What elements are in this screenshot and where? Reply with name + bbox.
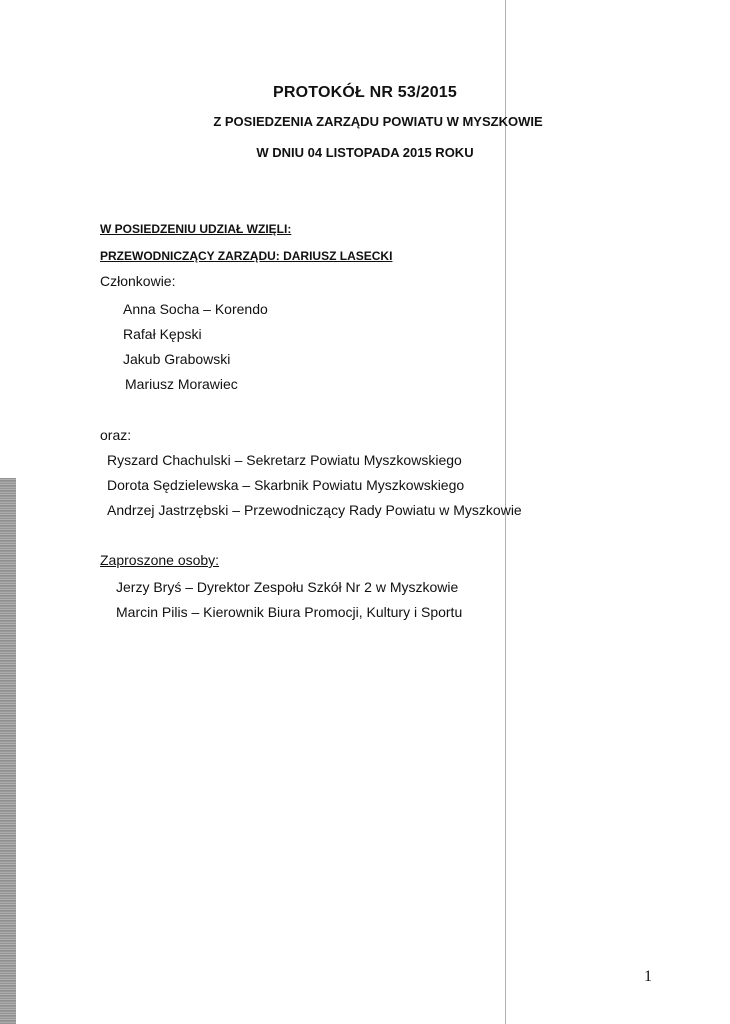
page-number: 1 [644,968,652,985]
list-item: Andrzej Jastrzębski – Przewodniczący Rady Powiatu w Myszkowie [107,502,522,518]
members-label: Członkowie: [100,273,176,289]
list-item: Jakub Grabowski [123,351,231,367]
list-item: Rafał Kępski [123,326,202,342]
scan-edge-artifact [0,478,16,1024]
list-item: Anna Socha – Korendo [123,301,268,317]
list-item: Marcin Pilis – Kierownik Biura Promocji, Kultury i Sportu [116,604,463,620]
others-list [107,451,522,526]
invited-label: Zaproszone osoby: [100,552,220,568]
list-item: Mariusz Morawiec [125,376,238,392]
list-item: Ryszard Chachulski – Sekretarz Powiatu Myszkowskiego [107,452,462,468]
others-label: oraz: [100,427,132,443]
document-subtitle-date: W DNIU 04 LISTOPADA 2015 ROKU [256,145,474,160]
list-item: Dorota Sędzielewska – Skarbnik Powiatu Myszkowskiego [107,477,465,493]
chairman-line: PRZEWODNICZĄCY ZARZĄDU: DARIUSZ LASECKI [100,249,393,263]
attendance-heading: W POSIEDZENIU UDZIAŁ WZIĘLI: [100,222,292,236]
document-title: PROTOKÓŁ NR 53/2015 [272,84,457,101]
list-item: Jerzy Bryś – Dyrektor Zespołu Szkół Nr 2 w Myszkowie [116,579,459,595]
invited-list [116,578,462,628]
document-subtitle-meeting: Z POSIEDZENIA ZARZĄDU POWIATU W MYSZKOWIE [213,114,543,129]
members-list [123,300,268,400]
